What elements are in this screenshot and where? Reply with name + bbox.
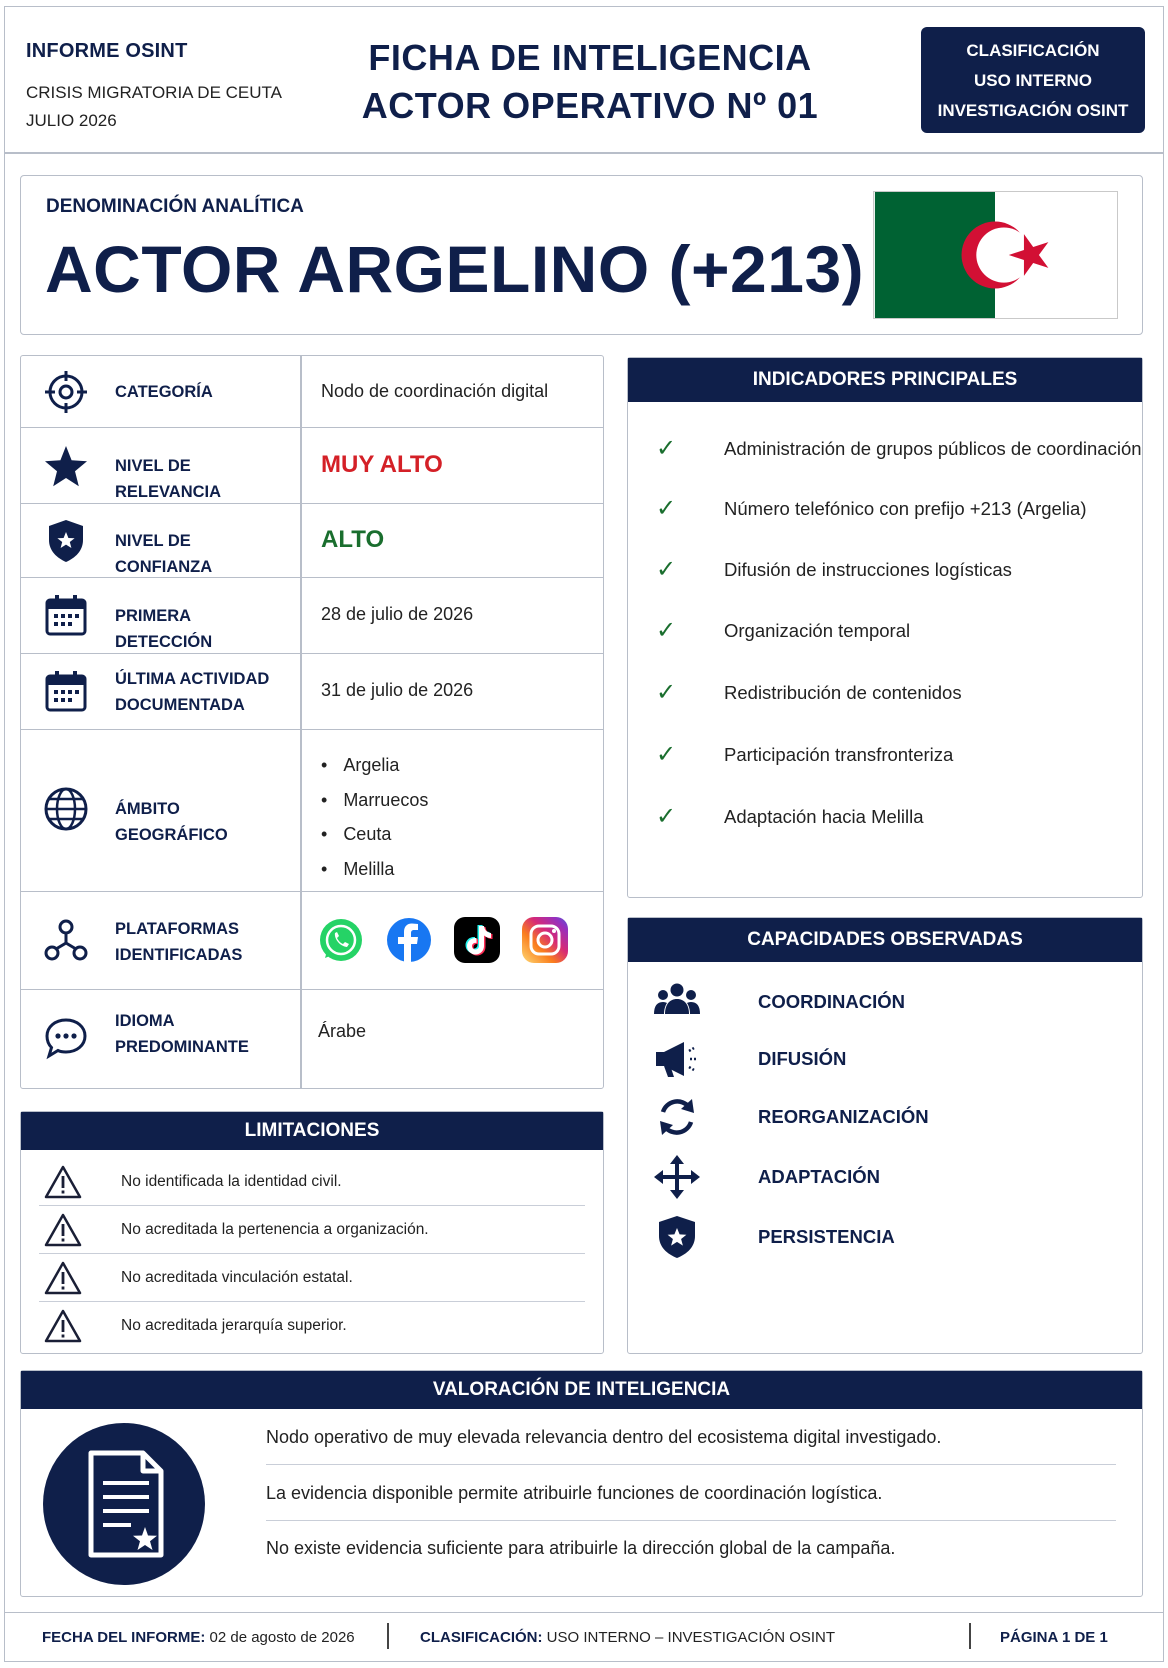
language-label-1: IDIOMA <box>115 1012 175 1030</box>
globe-icon <box>43 786 89 832</box>
facebook-icon <box>385 916 433 964</box>
capability-item <box>654 980 1114 1024</box>
check-icon: ✓ <box>656 803 677 830</box>
classification-line-2: USO INTERNO <box>973 71 1093 90</box>
whatsapp-icon <box>317 916 365 964</box>
confidence-label: NIVEL DE CONFIANZA <box>115 532 213 576</box>
footer-date <box>42 1629 355 1646</box>
assessment-text: La evidencia disponible permite atribuirle funciones de coordinación logística. <box>266 1483 883 1503</box>
network-icon <box>43 918 89 964</box>
check-icon: ✓ <box>656 617 677 644</box>
report-header-left <box>26 40 346 135</box>
relevance-value: MUY ALTO <box>321 451 443 478</box>
star-icon <box>43 443 89 489</box>
first-detection-value: 28 de julio de 2026 <box>321 604 474 624</box>
assessment-line <box>266 1465 1116 1521</box>
megaphone-icon <box>654 1037 700 1081</box>
people-icon <box>654 980 700 1024</box>
classification-line-1: CLASIFICACIÓN <box>966 41 1100 60</box>
capability-label: PERSISTENCIA <box>758 1226 895 1247</box>
indicator-text: Redistribución de contenidos <box>724 682 962 703</box>
report-subtitle-2: JULIO 2026 <box>26 111 117 130</box>
limitations-title: LIMITACIONES <box>21 1112 603 1150</box>
limitation-item <box>39 1302 585 1350</box>
report-subtitle-1: CRISIS MIGRATORIA DE CEUTA <box>26 83 282 102</box>
limitation-text: No acreditada la pertenencia a organización. <box>121 1221 429 1238</box>
indicator-text: Participación transfronteriza <box>724 744 954 765</box>
indicator-text: Número telefónico con prefijo +213 (Argelia) <box>724 498 1087 519</box>
assessment-text: No existe evidencia suficiente para atribuirle la dirección global de la campaña. <box>266 1538 896 1558</box>
indicators-panel <box>627 357 1143 898</box>
assessment-text: Nodo operativo de muy elevada relevancia dentro del ecosistema digital investigado. <box>266 1427 942 1447</box>
capability-label: REORGANIZACIÓN <box>758 1106 929 1127</box>
limitation-text: No acreditada jerarquía superior. <box>121 1317 347 1334</box>
category-value: Nodo de coordinación digital <box>321 381 549 401</box>
tiktok-icon <box>453 916 501 964</box>
report-subtitle <box>26 79 346 135</box>
check-icon: ✓ <box>656 679 677 706</box>
classification-badge <box>921 27 1145 133</box>
warning-icon <box>43 1212 83 1248</box>
refresh-icon <box>654 1095 700 1139</box>
table-row-platforms <box>21 892 603 990</box>
list-item: • Ceuta <box>321 817 428 852</box>
assessment-line <box>266 1520 1116 1576</box>
page-title <box>340 34 840 130</box>
capability-label: ADAPTACIÓN <box>758 1166 880 1187</box>
relevance-label: NIVEL DE RELEVANCIA <box>115 457 222 501</box>
last-activity-label <box>115 666 290 718</box>
table-row-last-activity <box>21 654 603 730</box>
platforms-label <box>115 916 290 968</box>
footer-classification <box>420 1629 835 1646</box>
capability-label: DIFUSIÓN <box>758 1048 847 1069</box>
shield-icon <box>43 518 89 564</box>
indicator-text: Difusión de instrucciones logísticas <box>724 559 1012 580</box>
report-label: INFORME OSINT <box>26 40 188 62</box>
footer-page: PÁGINA 1 DE 1 <box>1000 1629 1108 1646</box>
assessment-panel <box>20 1370 1143 1597</box>
table-row-confidence <box>21 504 603 578</box>
language-label <box>115 1008 290 1060</box>
warning-icon <box>43 1164 83 1200</box>
footer-class-value: USO INTERNO – INVESTIGACIÓN OSINT <box>546 1629 836 1646</box>
indicator-text: Organización temporal <box>724 620 911 641</box>
shield-star-icon <box>654 1215 700 1259</box>
table-row-relevance <box>21 428 603 504</box>
footer-class-label: CLASIFICACIÓN: <box>420 1629 543 1646</box>
footer-date-value: 02 de agosto de 2026 <box>209 1629 355 1646</box>
limitation-text: No identificada la identidad civil. <box>121 1173 342 1190</box>
move-arrows-icon <box>654 1155 700 1199</box>
capability-label: COORDINACIÓN <box>758 991 905 1012</box>
capability-item <box>654 1215 1114 1259</box>
geo-list <box>321 748 428 886</box>
page-title-line-1: FICHA DE INTELIGENCIA <box>368 37 812 78</box>
table-row-language <box>21 990 603 1090</box>
footer-separator <box>969 1623 971 1649</box>
denomination-card <box>20 175 1143 335</box>
footer-date-label: FECHA DEL INFORME: <box>42 1629 206 1646</box>
indicator-text: Administración de grupos públicos de coordinación <box>724 438 1142 459</box>
assessment-title: VALORACIÓN DE INTELIGENCIA <box>21 1371 1142 1409</box>
footer-separator <box>387 1623 389 1649</box>
list-item: • Melilla <box>321 852 428 887</box>
language-label-2: PREDOMINANTE <box>115 1038 249 1056</box>
last-activity-value: 31 de julio de 2026 <box>321 680 474 700</box>
table-row-category <box>21 356 603 428</box>
geo-label: ÁMBITO GEOGRÁFICO <box>115 800 228 844</box>
indicators-title: INDICADORES PRINCIPALES <box>628 358 1142 402</box>
page-footer <box>4 1612 1164 1656</box>
platforms-label-1: PLATAFORMAS <box>115 920 240 938</box>
capability-item <box>654 1037 1114 1081</box>
check-icon: ✓ <box>656 556 677 583</box>
instagram-icon <box>521 916 569 964</box>
capabilities-panel <box>627 917 1143 1354</box>
list-item: • Marruecos <box>321 783 428 818</box>
calendar-icon <box>43 668 89 714</box>
page-title-line-2: ACTOR OPERATIVO Nº 01 <box>361 85 819 126</box>
header-divider <box>4 152 1164 154</box>
category-label: CATEGORÍA <box>115 383 213 401</box>
target-icon <box>43 369 89 415</box>
limitation-item <box>39 1206 585 1254</box>
last-activity-label-1: ÚLTIMA ACTIVIDAD <box>115 670 270 688</box>
actor-info-table <box>20 355 604 1089</box>
capability-item <box>654 1095 1114 1139</box>
limitation-item <box>39 1254 585 1302</box>
list-item: • Argelia <box>321 748 428 783</box>
algeria-flag-icon <box>873 191 1118 319</box>
capability-item <box>654 1155 1114 1199</box>
confidence-value: ALTO <box>321 526 385 553</box>
warning-icon <box>43 1308 83 1344</box>
classification-line-3: INVESTIGACIÓN OSINT <box>937 101 1129 120</box>
assessment-line <box>266 1409 1116 1465</box>
indicator-text: Adaptación hacia Melilla <box>724 806 924 827</box>
limitation-item <box>39 1158 585 1206</box>
actor-name: ACTOR ARGELINO (+213) <box>45 232 865 306</box>
check-icon: ✓ <box>656 495 677 522</box>
table-row-first-detection <box>21 578 603 654</box>
chat-icon <box>43 1016 89 1062</box>
check-icon: ✓ <box>656 741 677 768</box>
calendar-icon <box>43 592 89 638</box>
table-row-geo <box>21 730 603 892</box>
language-value: Árabe <box>318 1021 367 1041</box>
denomination-label: DENOMINACIÓN ANALÍTICA <box>46 196 304 217</box>
platforms-label-2: IDENTIFICADAS <box>115 946 243 964</box>
limitations-panel <box>20 1111 604 1354</box>
document-star-icon <box>43 1423 205 1585</box>
limitation-text: No acreditada vinculación estatal. <box>121 1269 353 1286</box>
check-icon: ✓ <box>656 435 677 462</box>
document-icon <box>43 1423 205 1585</box>
last-activity-label-2: DOCUMENTADA <box>115 696 245 714</box>
warning-icon <box>43 1260 83 1296</box>
capabilities-title: CAPACIDADES OBSERVADAS <box>628 918 1142 962</box>
first-detection-label: PRIMERA DETECCIÓN <box>115 607 213 651</box>
